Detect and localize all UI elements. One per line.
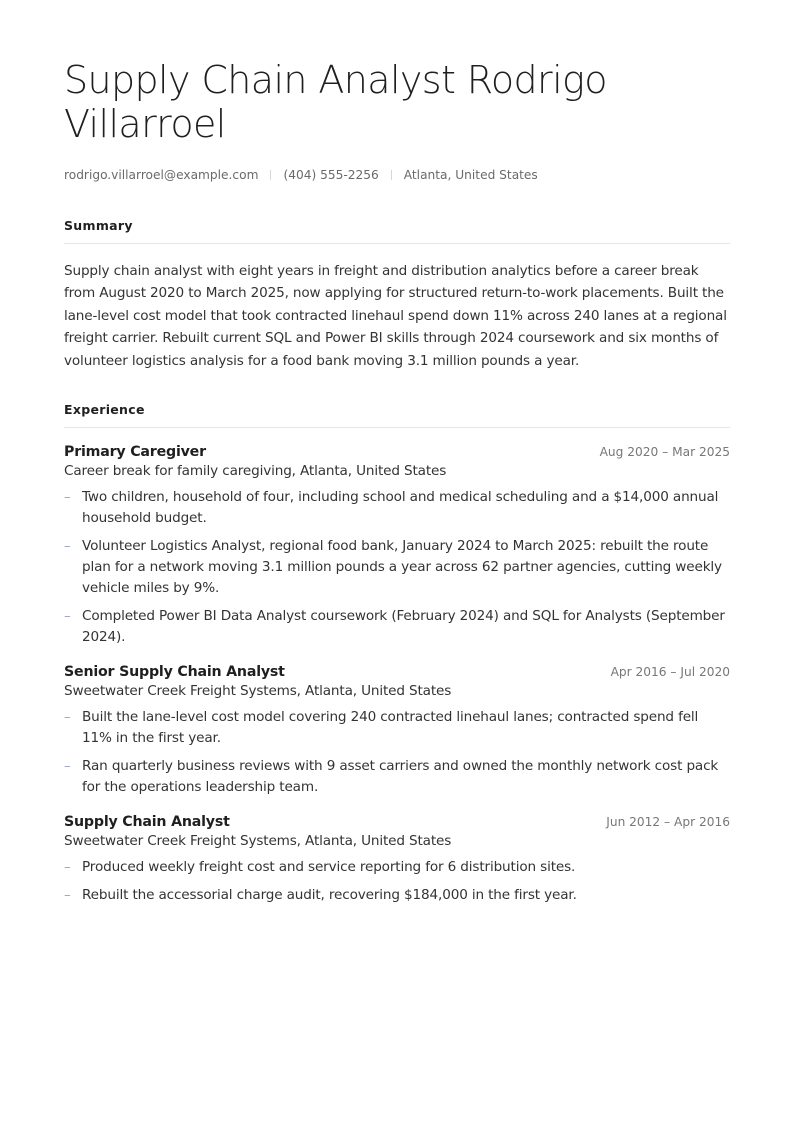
section-title-summary: Summary	[64, 218, 133, 233]
job-organization: Sweetwater Creek Freight Systems, Atlanta, United States	[64, 833, 452, 850]
job-header	[64, 444, 730, 460]
contact-phone[interactable]: (404) 555-2256	[283, 168, 379, 182]
contact-location: Atlanta, United States	[403, 168, 538, 182]
job-bullet: – Volunteer Logistics Analyst, regional food bank, January 2024 to March 2025: rebuilt the route plan for a network moving 3.1 million pounds a year across 62 partner agencies, cutting weekly vehicle miles by 9%.	[64, 536, 730, 599]
job-bullet: – Completed Power BI Data Analyst coursework (February 2024) and SQL for Analysts (September 2024).	[64, 606, 730, 648]
job-bullet: – Two children, household of four, including school and medical scheduling and a $14,000 annual household budget.	[64, 487, 730, 529]
job-bullet: – Produced weekly freight cost and service reporting for 6 distribution sites.	[64, 857, 730, 878]
job-header	[64, 664, 730, 680]
contact-divider	[270, 170, 271, 180]
job-dates: Aug 2020 – Mar 2025	[599, 445, 730, 460]
job-title: Senior Supply Chain Analyst	[64, 664, 285, 681]
job-header	[64, 814, 730, 830]
job-dates: Jun 2012 – Apr 2016	[606, 815, 730, 830]
job-dates: Apr 2016 – Jul 2020	[610, 665, 730, 680]
experience-section	[64, 402, 730, 906]
contact-email[interactable]: rodrigo.villarroel@example.com	[64, 168, 259, 182]
job-title: Primary Caregiver	[64, 444, 206, 461]
job-entry	[64, 444, 730, 648]
job-entry	[64, 664, 730, 798]
contact-divider	[391, 170, 392, 180]
job-bullet: – Ran quarterly business reviews with 9 asset carriers and owned the monthly network cost pack for the operations leadership team.	[64, 756, 730, 798]
section-title-experience: Experience	[64, 402, 145, 418]
job-entry	[64, 814, 730, 906]
job-bullets	[64, 857, 730, 906]
job-organization: Career break for family caregiving, Atlanta, United States	[64, 463, 447, 480]
section-divider	[64, 243, 730, 244]
summary-text: Supply chain analyst with eight years in freight and distribution analytics before a career break from August 2020 to March 2025, now applying for structured return-to-work placements. Built the lane-level cost model that took contracted linehaul spend down 11% across 240 lanes at a regional freight carrier. Rebuilt current SQL and Power BI skills through 2024 coursework and six months of volunteer logistics analysis for a food bank moving 3.1 million pounds a year.	[64, 263, 727, 369]
resume-page	[64, 58, 730, 913]
job-bullets	[64, 707, 730, 798]
job-organization: Sweetwater Creek Freight Systems, Atlanta, United States	[64, 683, 452, 700]
job-bullets	[64, 487, 730, 648]
contact-line	[64, 168, 730, 182]
candidate-name: Supply Chain Analyst Rodrigo Villarroel	[64, 58, 607, 146]
job-bullet: – Built the lane-level cost model covering 240 contracted linehaul lanes; contracted spend fell 11% in the first year.	[64, 707, 730, 749]
summary-section	[64, 218, 730, 372]
job-bullet: – Rebuilt the accessorial charge audit, recovering $184,000 in the first year.	[64, 885, 730, 906]
job-title: Supply Chain Analyst	[64, 814, 230, 831]
section-divider	[64, 427, 730, 428]
